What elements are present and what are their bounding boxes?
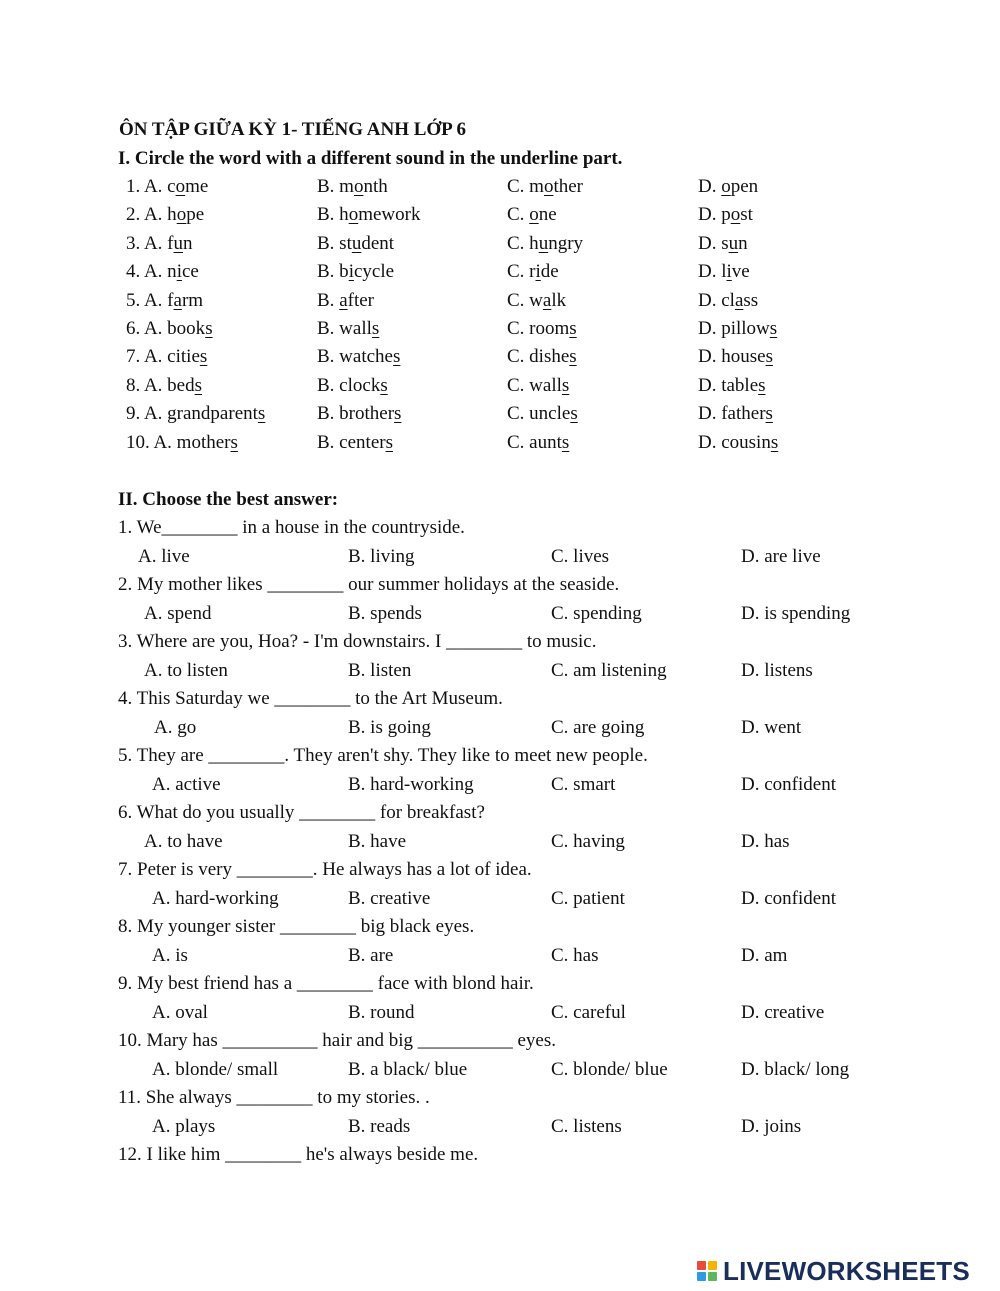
sound-option[interactable] xyxy=(507,375,569,397)
option-text: D. p xyxy=(698,204,731,226)
option-text: D. house xyxy=(698,346,766,368)
sound-option[interactable] xyxy=(126,176,208,198)
underlined-part: o xyxy=(348,204,359,226)
question-text: 6. What do you usually ________ for breakfast? xyxy=(118,802,485,823)
answer-option[interactable]: B. spends xyxy=(348,603,422,624)
underlined-part: s xyxy=(758,374,766,396)
sound-option[interactable] xyxy=(698,261,750,283)
option-text: 3. A. f xyxy=(126,232,174,254)
answer-option[interactable]: A. to have xyxy=(144,831,223,852)
option-text: B. brother xyxy=(317,403,395,425)
answer-option[interactable]: B. listen xyxy=(348,660,412,681)
sound-option[interactable] xyxy=(317,432,393,454)
answer-option[interactable]: D. am xyxy=(741,945,788,966)
underlined-part: o xyxy=(721,176,731,197)
section2-heading: II. Choose the best answer: xyxy=(118,489,339,510)
sound-option[interactable] xyxy=(698,233,748,255)
answer-option[interactable]: B. is going xyxy=(348,717,431,738)
option-text: st xyxy=(740,204,753,226)
option-text: ne xyxy=(538,204,557,226)
option-text: B. h xyxy=(317,204,349,226)
answer-option[interactable]: D. creative xyxy=(741,1002,825,1023)
section1-heading: I. Circle the word with a different sound in the underline part. xyxy=(118,148,623,169)
sound-option[interactable] xyxy=(507,204,557,226)
underlined-part: o xyxy=(529,204,539,226)
sound-option[interactable] xyxy=(317,318,379,340)
question-text: 5. They are ________. They aren't shy. They like to meet new people. xyxy=(118,745,648,766)
sound-option[interactable] xyxy=(126,290,203,312)
option-text: mework xyxy=(358,204,421,226)
answer-option[interactable]: B. creative xyxy=(348,888,431,909)
option-text: nth xyxy=(363,176,388,197)
sound-option[interactable] xyxy=(126,432,238,454)
option-text: D. l xyxy=(698,261,727,283)
sound-option[interactable] xyxy=(317,290,374,312)
answer-option[interactable]: B. a black/ blue xyxy=(348,1059,468,1080)
sound-option[interactable] xyxy=(317,204,420,226)
answer-option[interactable]: C. spending xyxy=(551,603,642,624)
answer-option[interactable]: B. round xyxy=(348,1002,415,1023)
option-text: pe xyxy=(186,204,205,226)
option-text: n xyxy=(738,232,748,254)
sound-option[interactable] xyxy=(698,375,766,397)
question-text: 12. I like him ________ he's always beside me. xyxy=(118,1144,479,1165)
option-text: rm xyxy=(181,289,204,311)
sound-option[interactable] xyxy=(317,233,394,255)
answer-option[interactable]: C. careful xyxy=(551,1002,626,1023)
option-text: de xyxy=(540,261,559,283)
answer-option[interactable]: D. confident xyxy=(741,774,836,795)
underlined-part: a xyxy=(339,289,348,311)
option-text: 5. A. f xyxy=(126,289,174,311)
option-text: D. s xyxy=(698,232,729,254)
answer-option[interactable]: A. hard-working xyxy=(152,888,279,909)
underlined-part: s xyxy=(570,403,578,425)
question-text: 1. We________ in a house in the countryside. xyxy=(118,517,465,538)
question-text: 8. My younger sister ________ big black eyes. xyxy=(118,916,475,937)
sound-option[interactable] xyxy=(507,261,559,283)
sound-option[interactable] xyxy=(507,233,583,255)
sound-option[interactable] xyxy=(126,403,265,425)
sound-option[interactable] xyxy=(698,318,777,340)
logo-text: LIVEWORKSHEETS xyxy=(723,1255,970,1286)
underlined-part: s xyxy=(199,346,208,368)
underlined-part: o xyxy=(175,176,186,197)
underlined-part: s xyxy=(561,374,570,396)
logo-blocks-icon xyxy=(697,1261,717,1281)
underlined-part: o xyxy=(730,204,741,226)
option-text: D. cl xyxy=(698,289,735,311)
sound-option[interactable] xyxy=(698,204,753,226)
sound-option[interactable] xyxy=(698,290,758,312)
underlined-part: s xyxy=(765,403,773,425)
sound-option[interactable] xyxy=(507,290,566,312)
underlined-part: s xyxy=(394,403,402,425)
option-text: pen xyxy=(730,176,759,197)
option-text: ce xyxy=(181,261,199,283)
option-text: 8. A. bed xyxy=(126,374,195,396)
option-text: 2. A. h xyxy=(126,204,177,226)
logo-block xyxy=(708,1261,717,1270)
option-text: B. wall xyxy=(317,318,372,339)
option-text: C. r xyxy=(507,261,536,283)
answer-option[interactable]: C. smart xyxy=(551,774,616,795)
underlined-part: i xyxy=(726,261,732,283)
sound-option[interactable] xyxy=(507,403,578,425)
option-text: C. room xyxy=(507,318,570,339)
page-title: ÔN TẬP GIỮA KỲ 1- TIẾNG ANH LỚP 6 xyxy=(119,119,466,140)
underlined-part: i xyxy=(176,261,182,283)
option-text: B. m xyxy=(317,176,354,197)
option-text: 1. A. c xyxy=(126,176,176,197)
option-text: C. uncle xyxy=(507,403,571,425)
answer-option[interactable]: A. go xyxy=(154,717,197,738)
underlined-part: s xyxy=(385,431,393,453)
option-text: me xyxy=(185,176,209,197)
underlined-part: a xyxy=(173,289,182,311)
underlined-part: s xyxy=(770,431,779,453)
sound-option[interactable] xyxy=(126,346,207,368)
answer-option[interactable]: A. live xyxy=(138,546,190,567)
option-text: D. father xyxy=(698,403,766,425)
underlined-part: s xyxy=(230,431,238,453)
option-text: fter xyxy=(347,289,374,311)
option-text: B. st xyxy=(317,232,352,254)
option-text: C. m xyxy=(507,176,544,197)
sound-option[interactable] xyxy=(698,176,758,198)
logo-block xyxy=(697,1261,706,1270)
underlined-part: s xyxy=(257,403,266,425)
sound-option[interactable] xyxy=(507,318,577,340)
option-text: lk xyxy=(551,289,567,311)
answer-option[interactable]: D. has xyxy=(741,831,790,852)
answer-option[interactable]: D. confident xyxy=(741,888,836,909)
option-text: 9. A. grandparent xyxy=(126,403,258,425)
sound-option[interactable] xyxy=(126,375,202,397)
underlined-part: o xyxy=(176,204,187,226)
underlined-part: u xyxy=(538,232,549,254)
question-text: 3. Where are you, Hoa? - I'm downstairs. I ________ to music. xyxy=(118,631,597,652)
underlined-part: o xyxy=(353,176,364,197)
answer-option[interactable]: A. active xyxy=(152,774,221,795)
answer-option[interactable]: A. is xyxy=(152,945,188,966)
option-text: B. watche xyxy=(317,346,393,368)
answer-option[interactable]: A. to listen xyxy=(144,660,228,681)
option-text: D. xyxy=(698,176,722,197)
question-text: 10. Mary has __________ hair and big __________ eyes. xyxy=(118,1030,556,1051)
answer-option[interactable]: B. hard-working xyxy=(348,774,474,795)
sound-option[interactable] xyxy=(126,204,204,226)
underlined-part: s xyxy=(561,431,570,453)
underlined-part: i xyxy=(535,261,541,283)
answer-option[interactable]: A. plays xyxy=(152,1116,216,1137)
answer-option[interactable]: A. blonde/ small xyxy=(152,1059,279,1080)
option-text: B. center xyxy=(317,431,386,453)
option-text: ve xyxy=(731,261,750,283)
option-text: dent xyxy=(361,232,395,254)
option-text: ss xyxy=(743,289,759,311)
sound-option[interactable] xyxy=(698,403,773,425)
option-text: ngry xyxy=(548,232,584,254)
question-text: 2. My mother likes ________ our summer holidays at the seaside. xyxy=(118,574,620,595)
option-text: B. b xyxy=(317,261,349,283)
answer-option[interactable]: C. patient xyxy=(551,888,625,909)
sound-option[interactable] xyxy=(317,403,401,425)
sound-option[interactable] xyxy=(698,432,778,454)
option-text: B. clock xyxy=(317,374,381,396)
underlined-part: a xyxy=(734,289,744,311)
logo-block xyxy=(697,1272,706,1281)
sound-option[interactable] xyxy=(126,233,193,255)
answer-option[interactable]: D. are live xyxy=(741,546,821,567)
answer-option[interactable]: B. living xyxy=(348,546,415,567)
sound-option[interactable] xyxy=(126,318,213,340)
question-text: 9. My best friend has a ________ face with blond hair. xyxy=(118,973,534,994)
option-text: C. aunt xyxy=(507,431,562,453)
option-text: cycle xyxy=(353,261,395,283)
sound-option[interactable] xyxy=(317,375,388,397)
sound-option[interactable] xyxy=(317,176,388,198)
option-text: C. wall xyxy=(507,374,562,396)
answer-option[interactable]: C. are going xyxy=(551,717,645,738)
sound-option[interactable] xyxy=(507,432,569,454)
option-text: 6. A. book xyxy=(126,318,206,339)
sound-option[interactable] xyxy=(317,346,400,368)
underlined-part: s xyxy=(392,346,401,368)
option-text: D. cousin xyxy=(698,431,771,453)
answer-option[interactable]: A. oval xyxy=(152,1002,208,1023)
sound-option[interactable] xyxy=(507,176,583,198)
option-text: n xyxy=(183,232,193,254)
underlined-part: s xyxy=(765,346,773,368)
option-text: ther xyxy=(553,176,583,197)
underlined-part: o xyxy=(543,176,554,197)
option-text: B. xyxy=(317,289,340,311)
underlined-part: u xyxy=(173,232,183,254)
option-text: D. pillow xyxy=(698,318,770,339)
answer-option[interactable]: C. am listening xyxy=(551,660,667,681)
underlined-part: s xyxy=(371,318,380,339)
sound-option[interactable] xyxy=(698,346,773,368)
underlined-part: s xyxy=(380,374,388,396)
answer-option[interactable]: D. went xyxy=(741,717,802,738)
question-text: 4. This Saturday we ________ to the Art Museum. xyxy=(118,688,503,709)
answer-option[interactable]: D. listens xyxy=(741,660,813,681)
answer-option[interactable]: B. have xyxy=(348,831,407,852)
sound-option[interactable] xyxy=(507,346,577,368)
option-text: C. h xyxy=(507,232,539,254)
answer-option[interactable]: C. has xyxy=(551,945,599,966)
option-text: 7. A. citie xyxy=(126,346,200,368)
question-text: 7. Peter is very ________. He always has a lot of idea. xyxy=(118,859,532,880)
option-text: 10. A. mother xyxy=(126,431,231,453)
underlined-part: s xyxy=(569,318,577,339)
sound-option[interactable] xyxy=(317,261,394,283)
answer-option[interactable]: D. black/ long xyxy=(741,1059,850,1080)
underlined-part: u xyxy=(351,232,362,254)
answer-option[interactable]: B. reads xyxy=(348,1116,411,1137)
answer-option[interactable]: D. is spending xyxy=(741,603,851,624)
answer-option[interactable]: B. are xyxy=(348,945,394,966)
answer-option[interactable]: C. having xyxy=(551,831,625,852)
option-text: C. xyxy=(507,204,530,226)
underlined-part: s xyxy=(194,374,203,396)
answer-option[interactable]: C. lives xyxy=(551,546,610,567)
underlined-part: s xyxy=(205,318,213,339)
option-text: D. table xyxy=(698,374,759,396)
option-text: 4. A. n xyxy=(126,261,177,283)
sound-option[interactable] xyxy=(126,261,199,283)
underlined-part: s xyxy=(569,346,577,368)
option-text: C. w xyxy=(507,289,543,311)
logo-block xyxy=(708,1272,717,1281)
liveworksheets-logo xyxy=(697,1255,970,1287)
answer-option[interactable]: C. listens xyxy=(551,1116,622,1137)
underlined-part: s xyxy=(769,318,778,339)
question-text: 11. She always ________ to my stories. . xyxy=(118,1087,430,1108)
answer-option[interactable]: A. spend xyxy=(144,603,212,624)
answer-option[interactable]: D. joins xyxy=(741,1116,802,1137)
underlined-part: a xyxy=(542,289,552,311)
answer-option[interactable]: C. blonde/ blue xyxy=(551,1059,668,1080)
underlined-part: u xyxy=(728,232,739,254)
option-text: C. dishe xyxy=(507,346,570,368)
underlined-part: i xyxy=(348,261,354,283)
